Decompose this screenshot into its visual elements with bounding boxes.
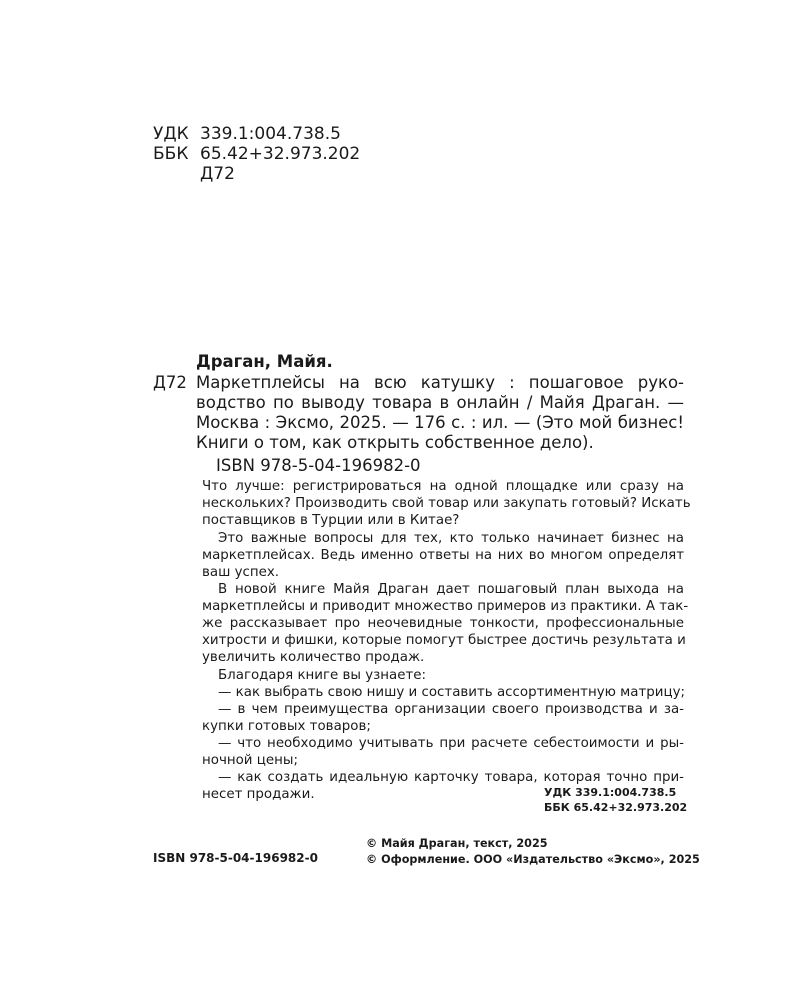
- annotation-line: ваш успех.: [202, 565, 280, 580]
- copyright-text: © Майя Драган, текст, 2025: [366, 837, 548, 850]
- small-udk: УДК 339.1:004.738.5: [544, 786, 677, 799]
- annotation-line: хитрости и фишки, которые помогут быстрее достичь результата и: [202, 633, 686, 648]
- isbn-footer: ISBN 978-5-04-196982-0: [153, 851, 318, 865]
- author-mark: Д72: [200, 164, 235, 184]
- udk-value: 339.1:004.738.5: [200, 124, 341, 144]
- bbk-value: 65.42+32.973.202: [200, 144, 361, 164]
- annotation-line: — как создать идеальную карточку товара, которая точно при-: [218, 770, 684, 785]
- annotation-line: В новой книге Майя Драган дает пошаговый план выхода на: [218, 582, 684, 597]
- annotation-line: — в чем преимущества организации своего производства и за-: [218, 702, 684, 717]
- bibliographic-line: Маркетплейсы на всю катушку : пошаговое руко-: [196, 373, 684, 392]
- bbk-label: ББК: [153, 144, 189, 164]
- annotation-line: увеличить количество продаж.: [202, 650, 425, 665]
- annotation-line: купки готовых товаров;: [202, 719, 371, 734]
- annotation-line: же рассказывает про неочевидные тонкости, профессиональные: [202, 616, 684, 631]
- bbk-row: [153, 144, 360, 164]
- annotation-line: Что лучше: регистрироваться на одной площадке или сразу на: [202, 479, 684, 494]
- annotation-line: маркетплейсах. Ведь именно ответы на них во многом определят: [202, 548, 684, 563]
- author-code: Д72: [153, 373, 187, 392]
- annotation-line: Благодаря книге вы узнаете:: [218, 668, 427, 683]
- author-name: Драган, Майя.: [196, 352, 333, 371]
- annotation-line: несет продажи.: [202, 787, 315, 802]
- annotation-line: маркетплейсы и приводит множество примеров из практики. А так-: [202, 599, 689, 614]
- annotation-line: нескольких? Производить свой товар или закупать готовый? Искать: [202, 496, 691, 511]
- annotation-line: — как выбрать свою нишу и составить ассортиментную матрицу;: [218, 685, 686, 700]
- isbn-main: ISBN 978-5-04-196982-0: [216, 456, 421, 475]
- bibliographic-line: Москва : Эксмо, 2025. — 176 с. : ил. — (Это мой бизнес!: [196, 413, 684, 432]
- bibliographic-line: Книги о том, как открыть собственное дело).: [196, 433, 594, 452]
- annotation-line: ночной цены;: [202, 753, 298, 768]
- annotation-line: поставщиков в Турции или в Китае?: [202, 513, 460, 528]
- udk-row: [153, 124, 341, 144]
- author-mark-row: [153, 164, 235, 184]
- bibliographic-line: водство по выводу товара в онлайн / Майя Драган. —: [196, 393, 684, 412]
- copyright-design: © Оформление. ООО «Издательство «Эксмо», 2025: [366, 853, 700, 866]
- annotation-line: Это важные вопросы для тех, кто только начинает бизнес на: [218, 531, 684, 546]
- annotation-line: — что необходимо учитывать при расчете себестоимости и ры-: [218, 736, 684, 751]
- small-bbk: ББК 65.42+32.973.202: [544, 801, 688, 814]
- udk-label: УДК: [153, 124, 189, 144]
